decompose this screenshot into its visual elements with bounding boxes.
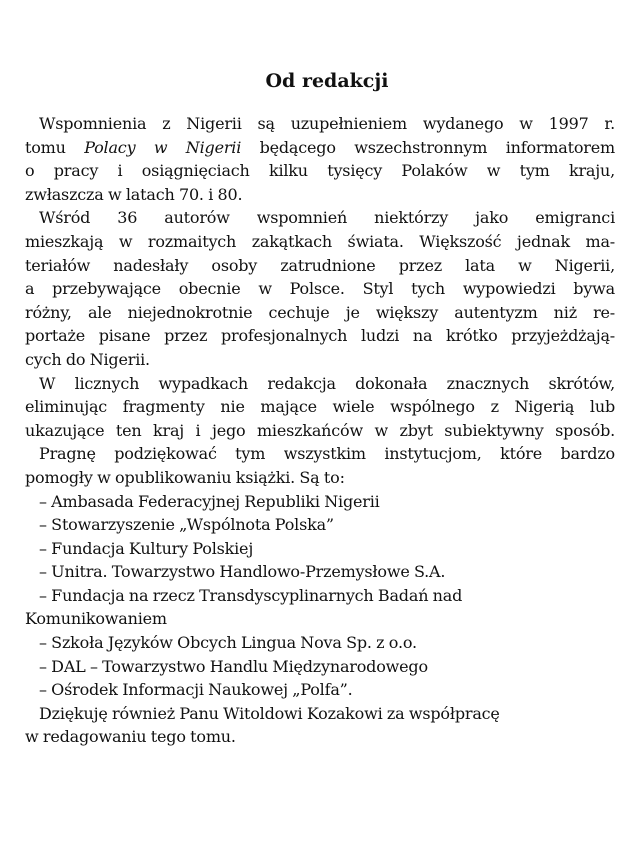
text-line: – Stowarzyszenie „Wspólnota Polska”	[39, 515, 334, 535]
text-line: cych do Nigerii.	[25, 349, 150, 369]
text-line: a przebywające obecnie w Polsce. Styl tych wypowiedzi bywa	[25, 279, 615, 299]
text-line: – Fundacja na rzecz Transdyscyplinarnych Badań nad	[39, 585, 463, 605]
text-line: Wśród 36 autorów wspomnień niektórzy jako emigranci	[39, 208, 615, 228]
text-line: o pracy i osiągnięciach kilku tysięcy Polaków w tym kraju,	[25, 161, 615, 181]
text-line: zwłaszcza w latach 70. i 80.	[25, 184, 243, 204]
text-segment: będącego wszechstronnym informatorem	[241, 137, 615, 157]
text-segment: tomu	[25, 137, 85, 157]
text-line: różny, ale niejednokrotnie cechuje je większy autentyzm niż re-	[25, 302, 615, 322]
text-line: Wspomnienia z Nigerii są uzupełnieniem wydanego w 1997 r.	[39, 114, 615, 133]
text-line: – Ambasada Federacyjnej Republiki Nigerii	[39, 491, 380, 511]
text-line: pomogły w opublikowaniu książki. Są to:	[25, 467, 345, 487]
book-title-italic: Polacy w Nigerii	[84, 137, 242, 157]
text-line: portaże pisane przez profesjonalnych ludzi na krótko przyjeżdżają-	[25, 326, 615, 346]
text-line: eliminując fragmenty nie mające wiele wspólnego z Nigerią lub	[25, 397, 615, 417]
text-line: – DAL – Towarzystwo Handlu Międzynarodowego	[39, 656, 428, 676]
text-line: – Ośrodek Informacji Naukowej „Polfa”.	[39, 680, 353, 700]
body-text	[25, 112, 615, 749]
text-line: – Szkoła Języków Obcych Lingua Nova Sp. z o.o.	[39, 633, 417, 653]
text-line: teriałów nadesłały osoby zatrudnione przez lata w Nigerii,	[25, 255, 615, 275]
text-line: – Fundacja Kultury Polskiej	[39, 538, 254, 558]
text-line: – Unitra. Towarzystwo Handlowo-Przemysłowe S.A.	[39, 562, 446, 582]
text-line: Pragnę podziękować tym wszystkim instytucjom, które bardzo	[39, 444, 615, 464]
page-title: Od redakcji	[265, 70, 389, 92]
text-line	[25, 136, 615, 160]
document-page	[25, 68, 615, 749]
text-line: Komunikowaniem	[25, 609, 167, 629]
text-line: w redagowaniu tego tomu.	[25, 727, 236, 747]
text-line: W licznych wypadkach redakcja dokonała znacznych skrótów,	[39, 373, 615, 393]
text-line: mieszkają w rozmaitych zakątkach świata. Większość jednak ma-	[25, 231, 615, 251]
text-line: ukazujące ten kraj i jego mieszkańców w zbyt subiektywny sposób.	[25, 420, 615, 440]
text-line: Dziękuję również Panu Witoldowi Kozakowi za współpracę	[39, 703, 500, 723]
